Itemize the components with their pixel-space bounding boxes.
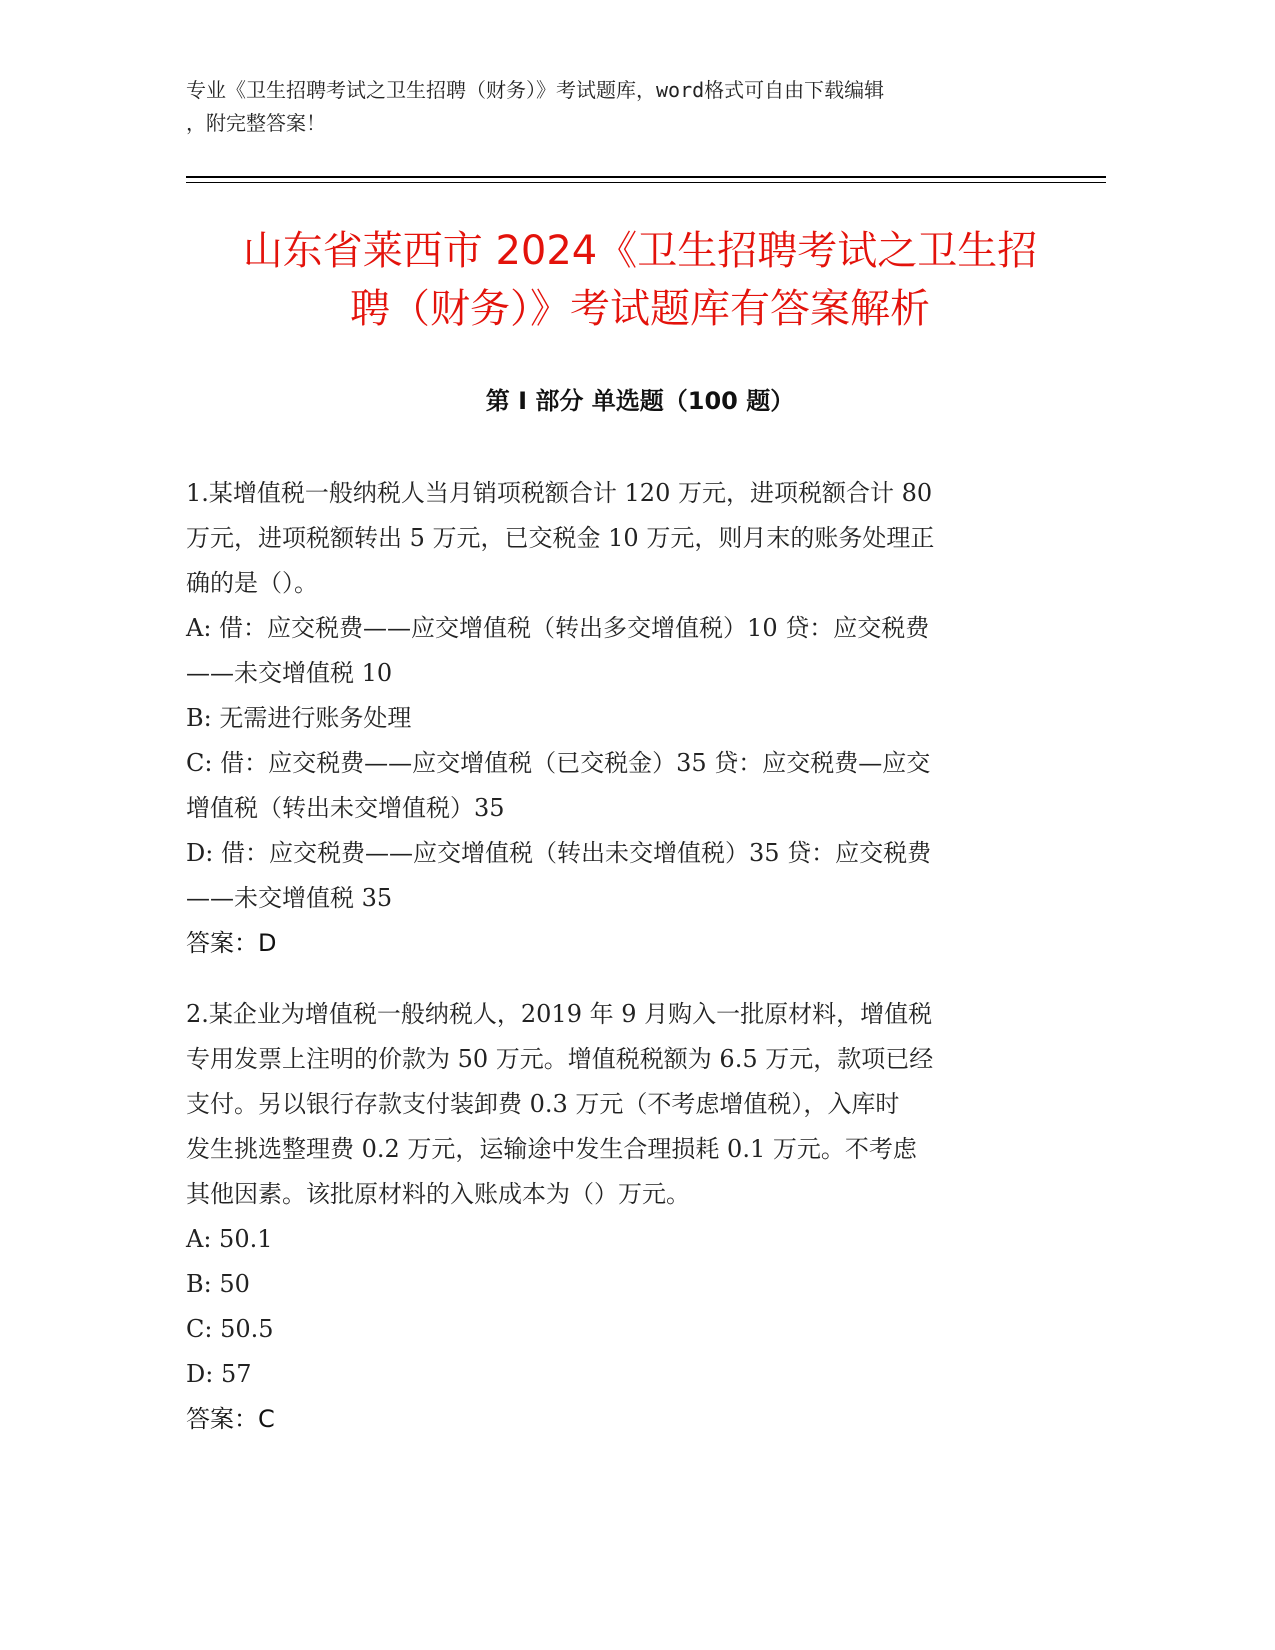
option-d-line: ——未交增值税 35 [186,884,393,912]
option-d: D: 57 [186,1360,252,1388]
header-divider-thick [186,176,1106,178]
question-stem-line: 1.某增值税一般纳税人当月销项税额合计 120 万元，进项税额合计 80 [186,479,933,507]
question-stem-line: 其他因素。该批原材料的入账成本为（）万元。 [186,1180,690,1208]
header-note-line: ，附完整答案！ [186,111,326,135]
answer: 答案：C [186,1405,275,1433]
header-note [186,74,1066,140]
option-c-line: C: 借：应交税费——应交增值税（已交税金）35 贷：应交税费—应交 [186,749,931,777]
question-stem-line: 支付。另以银行存款支付装卸费 0.3 万元（不考虑增值税），入库时 [186,1090,900,1118]
question-stem-line: 确的是（）。 [186,569,318,597]
option-c: C: 50.5 [186,1315,274,1343]
question-1 [186,471,1066,966]
header-divider-thin [186,182,1106,183]
option-d-line: D: 借：应交税费——应交增值税（转出未交增值税）35 贷：应交税费 [186,839,932,867]
option-b: B: 50 [186,1270,250,1298]
option-c-line: 增值税（转出未交增值税）35 [186,794,505,822]
question-stem-line: 发生挑选整理费 0.2 万元，运输途中发生合理损耗 0.1 万元。不考虑 [186,1135,917,1163]
option-a: A: 50.1 [186,1225,273,1253]
question-stem-line: 2.某企业为增值税一般纳税人，2019 年 9 月购入一批原材料，增值税 [186,1000,933,1028]
section-heading: 第 I 部分 单选题（100 题） [485,387,795,415]
answer: 答案：D [186,929,277,957]
header-note-line: 专业《卫生招聘考试之卫生招聘（财务）》考试题库，word格式可自由下载编辑 [186,78,885,102]
document-title [180,222,1100,338]
option-a-line: A: 借：应交税费——应交增值税（转出多交增值税）10 贷：应交税费 [186,614,930,642]
question-stem-line: 专用发票上注明的价款为 50 万元。增值税税额为 6.5 万元，款项已经 [186,1045,934,1073]
option-b: B: 无需进行账务处理 [186,704,412,732]
title-line: 聘（财务）》考试题库有答案解析 [350,286,930,332]
option-a-line: ——未交增值税 10 [186,659,393,687]
title-line: 山东省莱西市 2024《卫生招聘考试之卫生招 [242,228,1038,274]
question-stem-line: 万元，进项税额转出 5 万元，已交税金 10 万元，则月末的账务处理正 [186,524,935,552]
question-2 [186,992,1066,1442]
